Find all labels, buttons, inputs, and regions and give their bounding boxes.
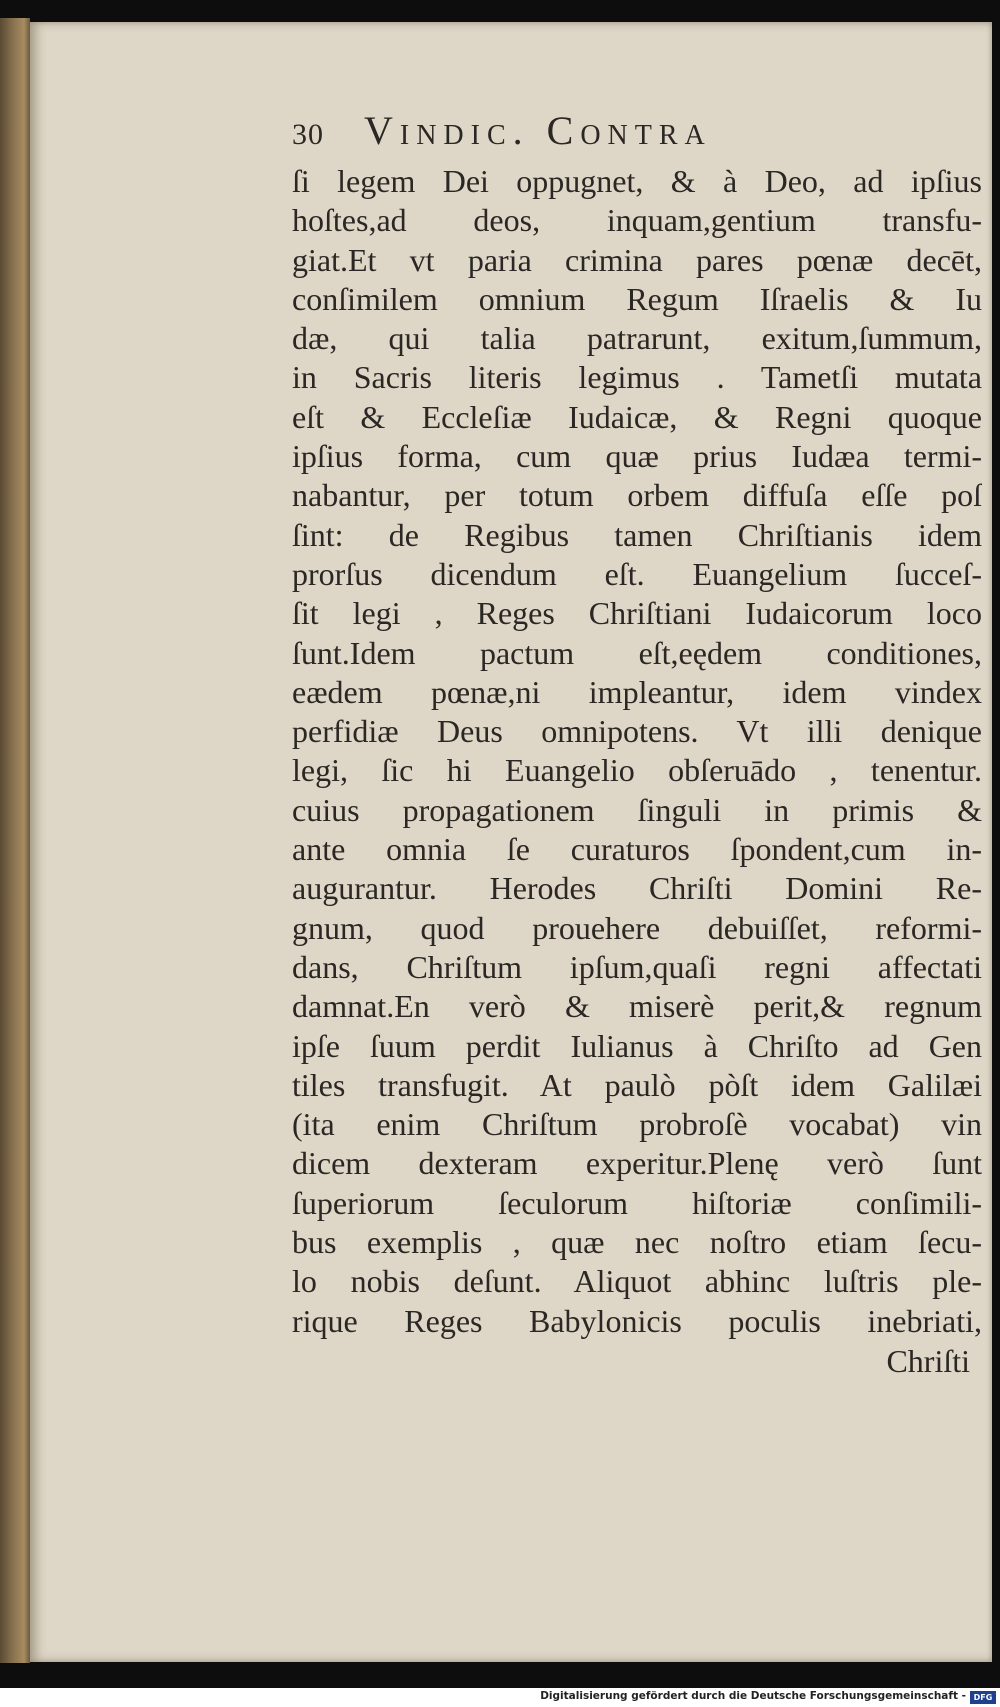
text-line: dans, Chriſtum ipſum,quaſi regni affectati — [292, 948, 982, 985]
body-text — [292, 162, 982, 1341]
text-line: tiles transfugit. At paulò pòſt idem Galilæi — [292, 1066, 982, 1103]
text-line: ſunt.Idem pactum eſt,eędem conditiones, — [292, 634, 982, 671]
text-line: dæ, qui talia patrarunt, exitum,ſummum, — [292, 320, 982, 357]
page-leaf — [30, 22, 992, 1662]
text-line: legi, ſic hi Euangelio obſeruādo , tenentur. — [292, 752, 982, 789]
catchword: Chriſti — [886, 1342, 970, 1379]
text-line: cuius propagationem ſinguli in primis & — [292, 791, 982, 828]
text-line: hoſtes,ad deos, inquam,gentium transfu- — [292, 202, 982, 239]
text-line: eſt & Eccleſiæ Iudaicæ, & Regni quoque — [292, 398, 982, 435]
text-line: rique Reges Babylonicis poculis inebriati, — [292, 1302, 982, 1339]
dfg-logo: DFG — [970, 1691, 996, 1704]
text-line: conſimilem omnium Regum Iſraelis & Iu — [292, 280, 982, 317]
book-spine-edge — [0, 18, 30, 1663]
page-number: 30 — [292, 118, 324, 151]
text-line: gnum, quod prouehere debuiſſet, reformi- — [292, 909, 982, 946]
text-line: in Sacris literis legimus . Tametſi mutata — [292, 359, 982, 396]
text-line: ipſe ſuum perdit Iulianus à Chriſto ad Gen — [292, 1027, 982, 1064]
text-line: bus exemplis , quæ nec noſtro etiam ſecu- — [292, 1224, 982, 1261]
text-line: ſuperiorum ſeculorum hiſtoriæ conſimili- — [292, 1184, 982, 1221]
text-line: (ita enim Chriſtum probroſè vocabat) vin — [292, 1106, 982, 1143]
running-title: Vindic. Contra — [364, 108, 712, 153]
running-head — [292, 100, 982, 162]
text-line: ſint: de Regibus tamen Chriſtianis idem — [292, 516, 982, 553]
text-line: lo nobis deſunt. Aliquot abhinc luſtris ple- — [292, 1263, 982, 1300]
text-block — [292, 100, 982, 1381]
text-line: ipſius forma, cum quæ prius Iudæa termi- — [292, 438, 982, 475]
digitization-footer — [0, 1688, 1000, 1707]
text-line: perfidiæ Deus omnipotens. Vt illi denique — [292, 713, 982, 750]
text-line: giat.Et vt paria crimina pares pœnæ decēt, — [292, 241, 982, 278]
text-line: augurantur. Herodes Chriſti Domini Re- — [292, 870, 982, 907]
text-line: ſi legem Dei oppugnet, & à Deo, ad ipſius — [292, 163, 982, 199]
text-line: ante omnia ſe curaturos ſpondent,cum in- — [292, 831, 982, 868]
funding-notice: Digitalisierung gefördert durch die Deutsche Forschungsgemeinschaft - — [540, 1690, 966, 1702]
text-line: damnat.En verò & miserè perit,& regnum — [292, 988, 982, 1025]
text-line: prorſus dicendum eſt. Euangelium ſucceſ- — [292, 555, 982, 592]
text-line: dicem dexteram experitur.Plenę verò ſunt — [292, 1145, 982, 1182]
text-line: nabantur, per totum orbem diffuſa eſſe poſ — [292, 477, 982, 514]
text-line: eædem pœnæ,ni impleantur, idem vindex — [292, 673, 982, 710]
text-line: ſit legi , Reges Chriſtiani Iudaicorum loco — [292, 595, 982, 632]
